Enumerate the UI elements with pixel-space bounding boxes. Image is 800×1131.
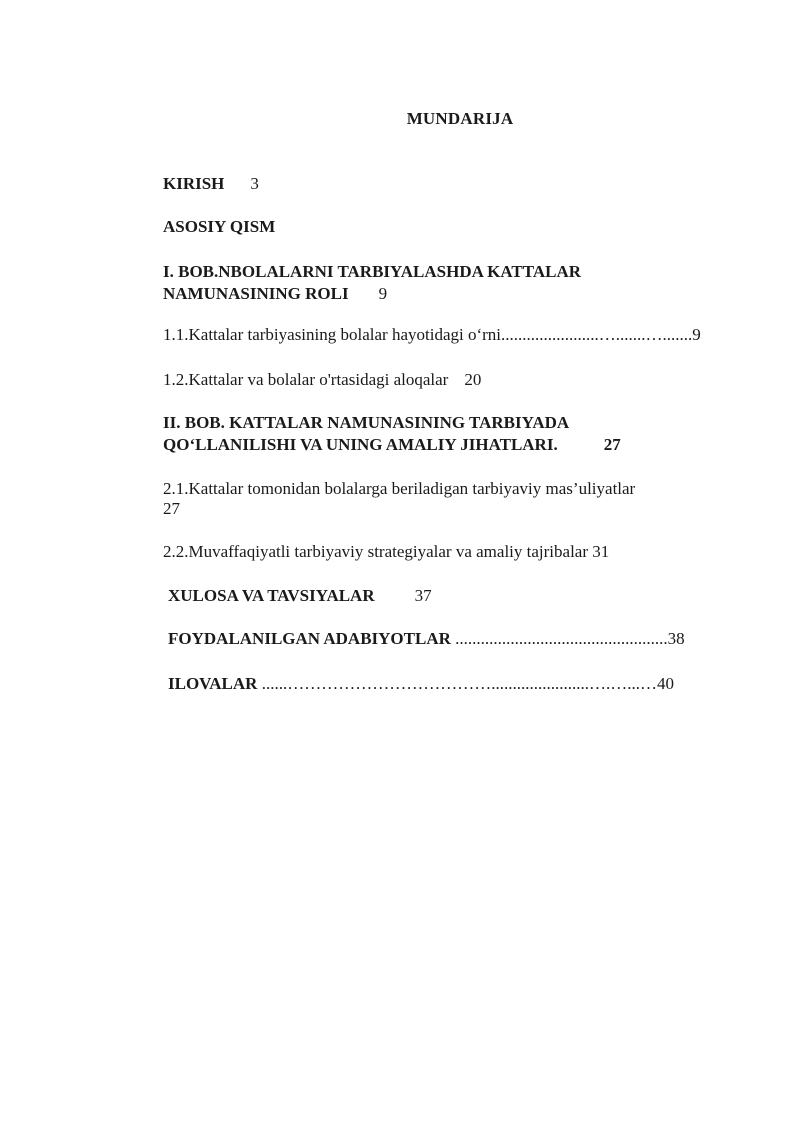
toc-page-number: 37 [414, 586, 432, 605]
toc-entry-label: ILOVALAR [168, 674, 258, 693]
toc-leader-dots: ..................................................38 [450, 629, 685, 648]
toc-subsection-1-2 [163, 369, 481, 391]
toc-entry-label: NAMUNASINING ROLI [163, 284, 349, 303]
toc-page-number: 27 [603, 435, 621, 454]
toc-entry-label: XULOSA VA TAVSIYALAR [168, 586, 375, 605]
toc-entry-label: FOYDALANILGAN ADABIYOTLAR [168, 629, 451, 648]
toc-leader-dots: ......……………………………….......................….…...…40 [257, 674, 674, 693]
toc-subsection-1-1: 1.1.Kattalar tarbiyasining bolalar hayotidagi o‘rni.......................….......….......9 [163, 325, 701, 344]
toc-entry-label: KIRISH [163, 174, 225, 193]
toc-subsection-2-1-page: 27 [163, 499, 180, 518]
toc-chapter-1-line2 [163, 283, 387, 305]
toc-entry-label: QO‘LLANILISHI VA UNING AMALIY JIHATLARI. [163, 435, 558, 454]
toc-entry-xulosa [168, 585, 432, 607]
toc-chapter-2-line1: II. BOB. KATTALAR NAMUNASINING TARBIYADA [163, 413, 570, 432]
toc-section-heading: ASOSIY QISM [163, 217, 276, 236]
toc-entry-kirish [163, 173, 259, 195]
toc-chapter-1-line1: I. BOB.NBOLALARNI TARBIYALASHDA KATTALAR [163, 262, 582, 281]
toc-entry-appendices [168, 673, 674, 695]
page-title: MUNDARIJA [406, 109, 514, 128]
toc-entry-label: 1.2.Kattalar va bolalar o'rtasidagi aloqalar [163, 370, 449, 389]
toc-entry-references [168, 628, 685, 650]
toc-subsection-2-1-line1: 2.1.Kattalar tomonidan bolalarga beriladigan tarbiyaviy mas’uliyatlar [163, 479, 636, 498]
toc-page-number: 9 [378, 284, 388, 303]
toc-subsection-2-2: 2.2.Muvaffaqiyatli tarbiyaviy strategiyalar va amaliy tajribalar 31 [163, 542, 610, 561]
toc-page-number: 20 [464, 370, 482, 389]
toc-page-number: 3 [250, 174, 259, 193]
toc-chapter-2-line2 [163, 434, 621, 456]
